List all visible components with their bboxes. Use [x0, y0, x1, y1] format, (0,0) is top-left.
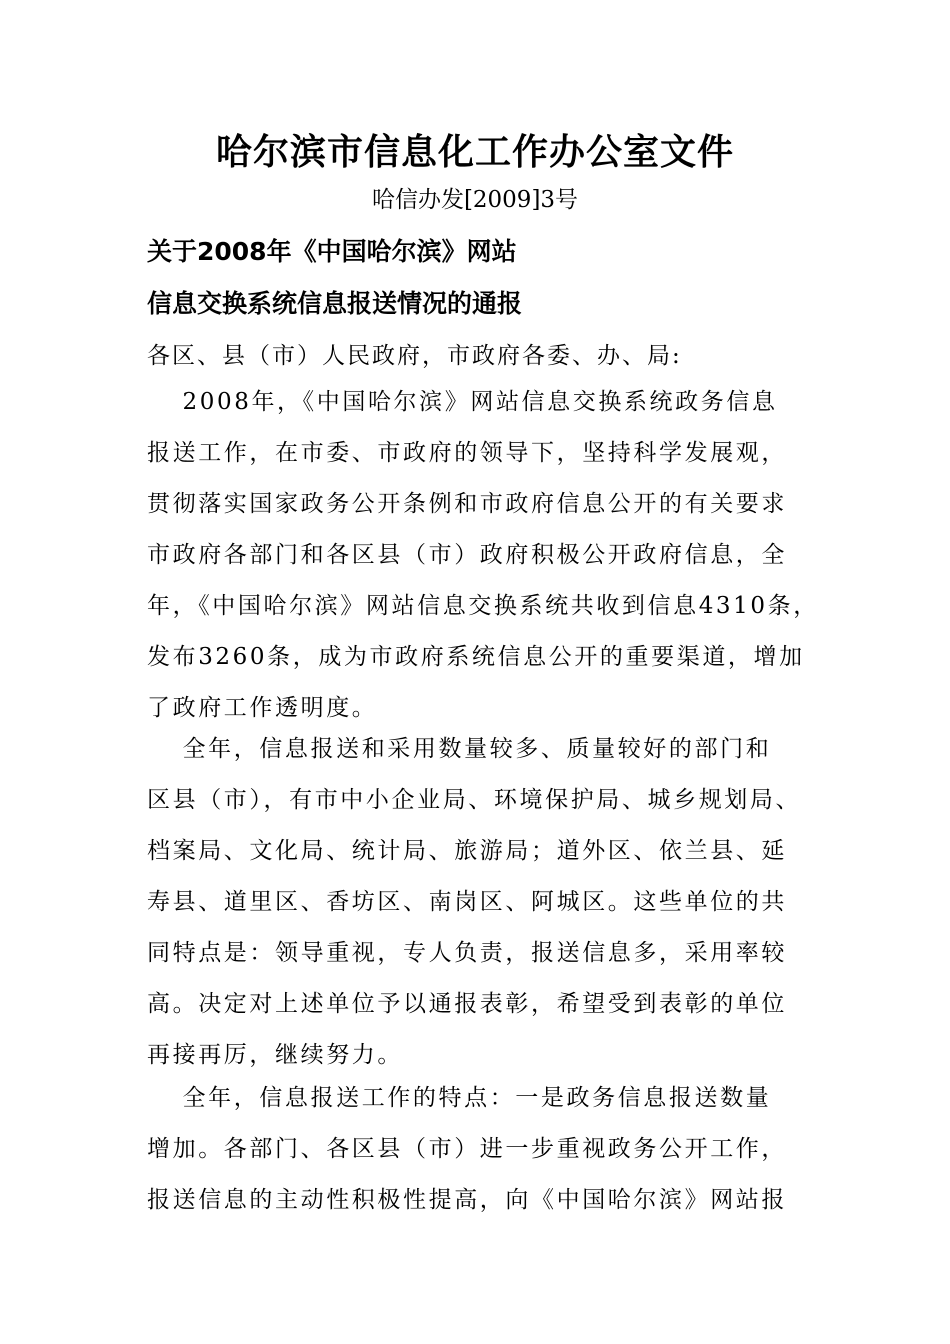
paragraph-line: 档案局、文化局、统计局、旅游局；道外区、依兰县、延	[147, 838, 787, 864]
paragraph-line: 2008年，《中国哈尔滨》网站信息交换系统政务信息	[147, 389, 778, 415]
paragraph-1	[147, 377, 819, 734]
paragraph-line: 全年，信息报送和采用数量较多、质量较好的部门和	[147, 736, 772, 762]
paragraph-line: 全年，信息报送工作的特点：一是政务信息报送数量	[147, 1085, 772, 1111]
subject-line-1: 关于2008年《中国哈尔滨》网站	[147, 237, 517, 266]
paragraph-line: 报送信息的主动性积极性提高，向《中国哈尔滨》网站报	[147, 1187, 787, 1213]
paragraph-3	[147, 1073, 812, 1226]
paragraph-line: 寿县、道里区、香坊区、南岗区、阿城区。这些单位的共	[147, 889, 787, 915]
paragraph-line: 发布3260条，成为市政府系统信息公开的重要渠道，增加	[147, 644, 805, 670]
paragraph-line: 报送工作，在市委、市政府的领导下，坚持科学发展观，	[147, 440, 787, 466]
paragraph-2	[147, 724, 812, 1081]
paragraph-line: 同特点是：领导重视，专人负责，报送信息多，采用率较	[147, 940, 787, 966]
paragraph-line: 区县（市），有市中小企业局、环境保护局、城乡规划局、	[147, 787, 802, 813]
subject-line-2: 信息交换系统信息报送情况的通报	[147, 289, 523, 318]
document-title: 哈尔滨市信息化工作办公室文件	[215, 132, 734, 173]
paragraph-line: 高。决定对上述单位予以通报表彰，希望受到表彰的单位	[147, 991, 787, 1017]
paragraph-line: 年，《中国哈尔滨》网站信息交换系统共收到信息4310条，	[147, 593, 819, 619]
paragraph-line: 增加。各部门、各区县（市）进一步重视政务公开工作，	[147, 1136, 787, 1162]
paragraph-line: 市政府各部门和各区县（市）政府积极公开政府信息，全	[147, 542, 787, 568]
salutation: 各区、县（市）人民政府，市政府各委、办、局:	[147, 343, 682, 369]
document-number: 哈信办发[2009]3号	[371, 187, 579, 213]
paragraph-line: 贯彻落实国家政务公开条例和市政府信息公开的有关要求	[147, 491, 787, 517]
paragraph-line: 再接再厉，继续努力。	[147, 1042, 403, 1068]
paragraph-line: 了政府工作透明度。	[147, 695, 378, 721]
